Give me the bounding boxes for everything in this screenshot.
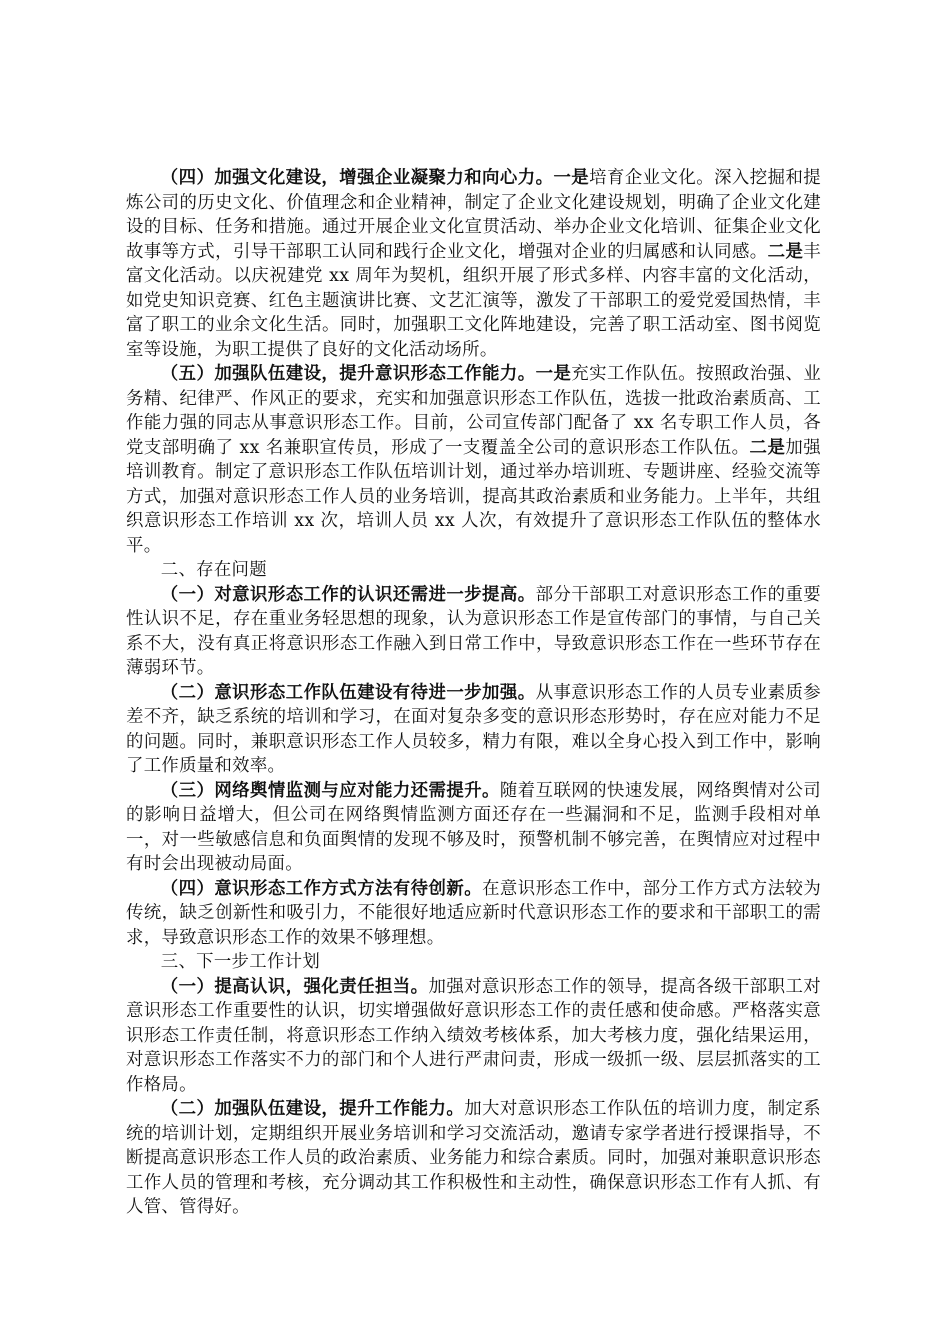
paragraph-text: 充实工作队伍。按照政治强、业务精、纪律严、作风正的要求，充实和加强意识形态工作队伍，选拔一批政治素质高、工作能力强的同志从事意识形态工作。目前，公司宣传部门配备了 xx 名专职工作人员，各党支部明确了 xx 名兼职宣传员，形成了一支覆盖全公司的意识形态工作队伍。 bbox=[126, 364, 822, 458]
paragraph-text-2: 丰富文化活动。以庆祝建党 xx 周年为契机，组织开展了形式多样、内容丰富的文化活动，如党史知识竞赛、红色主题演讲比赛、文艺汇演等，激发了干部职工的爱党爱国热情，丰富了职工的业余文化生活。同时，加强职工文化阵地建设，完善了职工活动室、图书阅览室等设施，为职工提供了良好的文化活动场所。 bbox=[126, 241, 821, 360]
paragraph-plan-2 bbox=[126, 1097, 821, 1220]
paragraph-lead: （四）意识形态工作方式方法有待创新。 bbox=[160, 878, 483, 899]
paragraph-problem-1 bbox=[126, 583, 821, 681]
paragraph-text-2: 加强培训教育。制定了意识形态工作队伍培训计划，通过举办培训班、专题讲座、经验交流等方式，加强对意识形态工作人员的业务培训，提高其政治素质和业务能力。上半年，共组织意识形态工作培训 xx 次，培训人员 xx 人次，有效提升了意识形态工作队伍的整体水平。 bbox=[126, 437, 821, 556]
paragraph-lead: （一）对意识形态工作的认识还需进一步提高。 bbox=[160, 584, 536, 605]
paragraph-culture bbox=[126, 166, 821, 362]
paragraph-problem-2 bbox=[126, 681, 821, 779]
paragraph-text: 加大对意识形态工作队伍的培训力度，制定系统的培训计划，定期组织开展业务培训和学习交流活动，邀请专家学者进行授课指导，不断提高意识形态工作人员的政治素质、业务能力和综合素质。同时，加强对兼职意识形态工作人员的管理和考核，充分调动其工作积极性和主动性，确保意识形态工作有人抓、有人管、管得好。 bbox=[126, 1099, 821, 1217]
paragraph-lead: （二）意识形态工作队伍建设有待进一步加强。 bbox=[160, 682, 536, 703]
paragraph-lead-2: 二是 bbox=[767, 241, 804, 262]
paragraph-text: 在意识形态工作中，部分工作方式方法较为传统，缺乏创新性和吸引力，不能很好地适应新时代意识形态工作的要求和干部职工的需求，导致意识形态工作的效果不够理想。 bbox=[126, 878, 822, 948]
paragraph-lead: （二）加强队伍建设，提升工作能力。 bbox=[160, 1099, 465, 1119]
document-page bbox=[126, 166, 821, 1220]
paragraph-lead: （三）网络舆情监测与应对能力还需提升。 bbox=[160, 780, 500, 801]
paragraph-text: 培育企业文化。深入挖掘和提炼公司的历史文化、价值理念和企业精神，制定了企业文化建设规划，明确了企业文化建设的目标、任务和措施。通过开展企业文化宣贯活动、举办企业文化培训、征集企业文化故事等方式，引导干部职工认同和践行企业文化，增强对企业的归属感和认同感。 bbox=[126, 168, 822, 262]
paragraph-problem-3 bbox=[126, 779, 821, 877]
section-heading-problems: 二、存在问题 bbox=[160, 560, 267, 580]
paragraph-plan-1 bbox=[126, 975, 821, 1098]
paragraph-text: 加强对意识形态工作的领导，提高各级干部职工对意识形态工作重要性的认识，切实增强做好意识形态工作的责任感和使命感。严格落实意识形态工作责任制，将意识形态工作纳入绩效考核体系，加大考核力度，强化结果运用，对意识形态工作落实不力的部门和个人进行严肃问责，形成一级抓一级、层层抓落实的工作格局。 bbox=[126, 976, 821, 1095]
paragraph-problem-4 bbox=[126, 877, 821, 951]
paragraph-team bbox=[126, 362, 821, 558]
paragraph-lead: （四）加强文化建设，增强企业凝聚力和向心力。一是 bbox=[160, 168, 590, 188]
paragraph-lead-2: 二是 bbox=[749, 437, 786, 458]
paragraph-text: 部分干部职工对意识形态工作的重要性认识不足，存在重业务轻思想的现象，认为意识形态工作是宣传部门的事情，与自己关系不大，没有真正将意识形态工作融入到日常工作中，导致意识形态工作在一些环节存在薄弱环节。 bbox=[126, 584, 821, 678]
paragraph-lead: （五）加强队伍建设，提升意识形态工作能力。一是 bbox=[160, 364, 572, 384]
section-heading-next-steps: 三、下一步工作计划 bbox=[160, 952, 321, 972]
paragraph-text: 随着互联网的快速发展，网络舆情对公司的影响日益增大，但公司在网络舆情监测方面还存在一些漏洞和不足，监测手段相对单一，对一些敏感信息和负面舆情的发现不够及时，预警机制不够完善，在舆情应对过程中有时会出现被动局面。 bbox=[126, 780, 822, 874]
paragraph-lead: （一）提高认识，强化责任担当。 bbox=[160, 976, 429, 997]
paragraph-text: 从事意识形态工作的人员专业素质参差不齐，缺乏系统的培训和学习，在面对复杂多变的意识形态形势时，存在应对能力不足的问题。同时，兼职意识形态工作人员较多，精力有限，难以全身心投入到工作中，影响了工作质量和效率。 bbox=[126, 682, 821, 776]
